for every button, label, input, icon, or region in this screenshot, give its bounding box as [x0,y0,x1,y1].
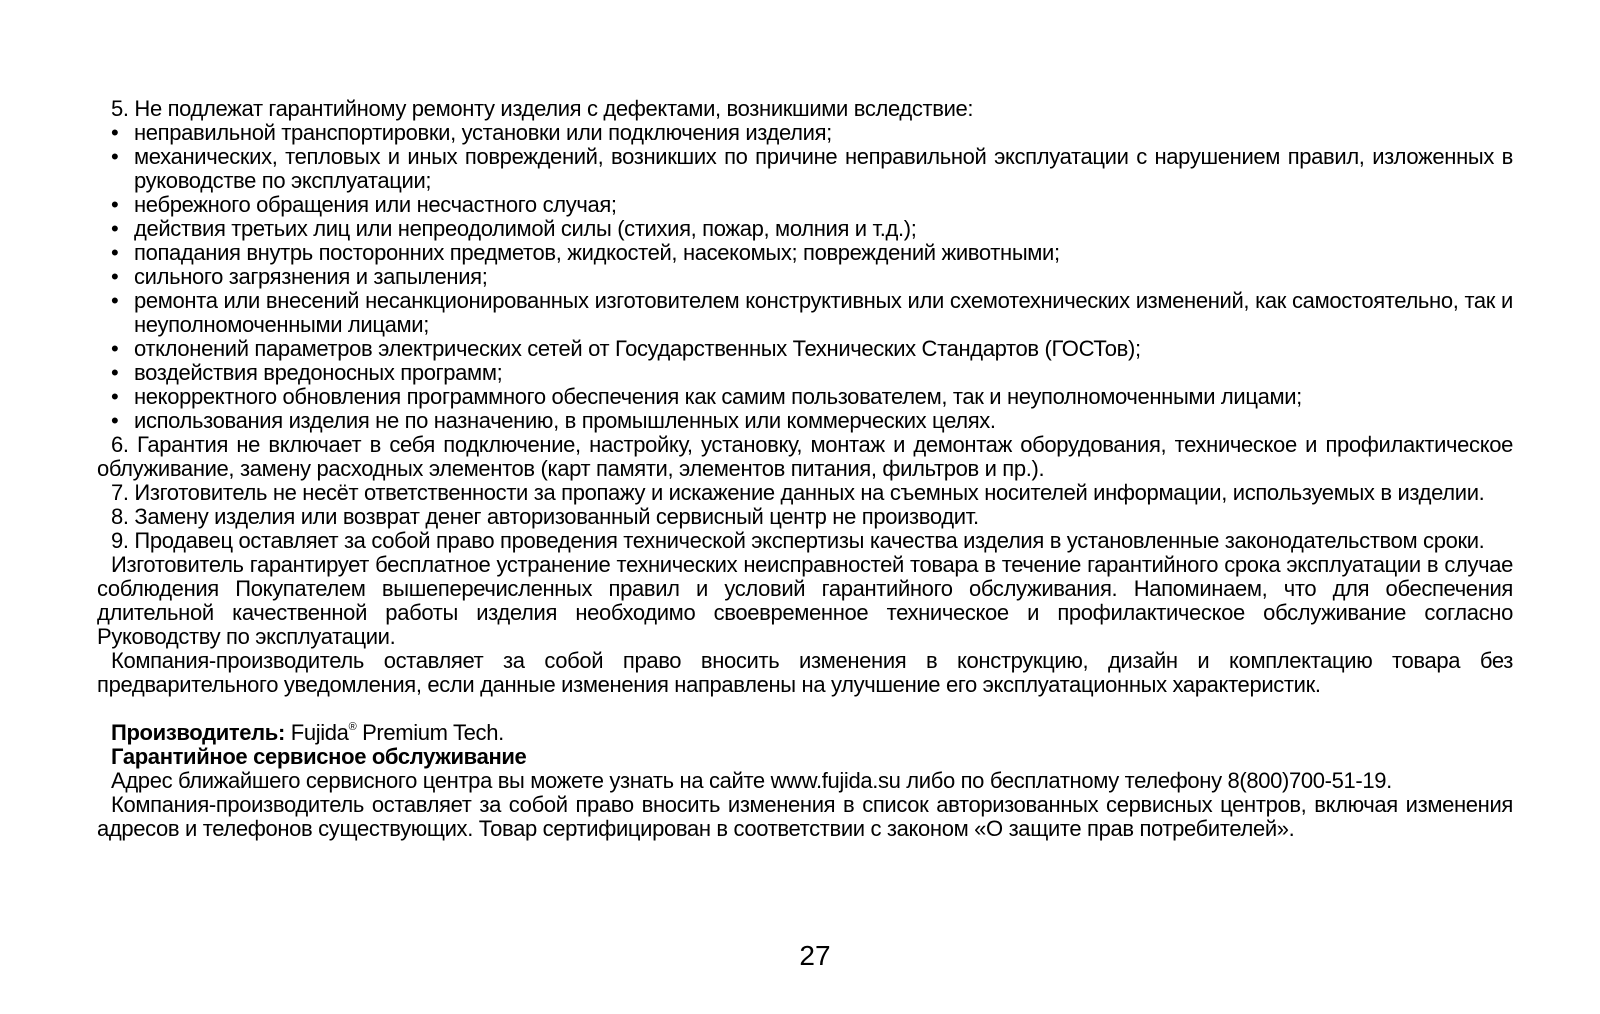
bullet-icon: • [111,216,119,241]
bullet-icon: • [111,144,119,169]
list-item: • механических, тепловых и иных повреждений, возникших по причине неправильной эксплуатации с нарушением правил, изложенных в руководстве по эксплуатации; [111,144,1513,193]
list-item: • небрежного обращения или несчастного случая; [111,192,617,217]
warranty-item-7: 7. Изготовитель не несёт ответственности за пропажу и искажение данных на съемных носителей информации, используемых в изделии. [111,480,1485,505]
bullet-icon: • [111,192,119,217]
warranty-item-5-intro: 5. Не подлежат гарантийному ремонту изделия с дефектами, возникшими вследствие: [111,96,974,121]
section-spacer [97,697,1513,721]
page-number: 27 [799,940,831,971]
list-item: • отклонений параметров электрических сетей от Государственных Технических Стандартов (ГОСТов); [111,336,1141,361]
warranty-item-6: 6. Гарантия не включает в себя подключение, настройку, установку, монтаж и демонтаж оборудования, техническое и профилактическое облуживание, замену расходных элементов (карт памяти, элементов питания, фильтров и пр.). [97,432,1513,481]
warranty-exclusions-list [97,121,1513,433]
bullet-icon: • [111,120,119,145]
document-page [97,97,1513,841]
bullet-icon: • [111,288,119,313]
bullet-icon: • [111,240,119,265]
service-address-paragraph: Адрес ближайшего сервисного центра вы можете узнать на сайте www.fujida.su либо по бесплатному телефону 8(800)700-51-19. [111,768,1392,793]
manufacturer-name-suffix: Premium Tech. [356,720,504,745]
list-item: • ремонта или внесений несанкционированных изготовителем конструктивных или схемотехнических изменений, как самостоятельно, так и неуполномоченными лицами; [111,288,1513,337]
list-item: • использования изделия не по назначению, в промышленных или коммерческих целях. [111,408,996,433]
manufacturer-brand: Fujida [290,720,349,745]
warranty-item-9: 9. Продавец оставляет за собой право проведения технической экспертизы качества изделия в установленные законодательством сроки. [111,528,1485,553]
bullet-icon: • [111,264,119,289]
list-item: • сильного загрязнения и запыления; [111,264,488,289]
design-changes-paragraph: Компания-производитель оставляет за собой право вносить изменения в конструкцию, дизайн и комплектацию товара без предварительного уведомления, если данные изменения направлены на улучшение его эксплуатационных характеристик. [97,648,1513,697]
list-item: • неправильной транспортировки, установки или подключения изделия; [111,120,832,145]
guarantee-paragraph: Изготовитель гарантирует бесплатное устранение технических неисправностей товара в течение гарантийного срока эксплуатации в случае соблюдения Покупателем вышеперечисленных правил и условий гарантийного обслуживания. Напоминаем, что для обеспечения длительной качественной работы изделия необходимо своевременное техническое и профилактическое обслуживание согласно Руководству по эксплуатации. [97,552,1513,649]
bullet-icon: • [111,336,119,361]
list-item: • некорректного обновления программного обеспечения как самим пользователем, так и неуполномоченными лицами; [111,384,1302,409]
service-rights-paragraph: Компания-производитель оставляет за собой право вносить изменения в список авторизованных сервисных центров, включая изменения адресов и телефонов существующих. Товар сертифицирован в соответствии с законом «О защите прав потребителей». [97,792,1513,841]
manufacturer-line [97,721,1513,745]
list-item: • воздействия вредоносных программ; [111,360,503,385]
manufacturer-label: Производитель: [111,720,285,745]
bullet-icon: • [111,408,119,433]
registered-mark: ® [348,721,357,733]
warranty-item-8: 8. Замену изделия или возврат денег авторизованный сервисный центр не производит. [111,504,979,529]
bullet-icon: • [111,384,119,409]
service-heading: Гарантийное сервисное обслуживание [111,744,527,769]
list-item: • действия третьих лиц или непреодолимой силы (стихия, пожар, молния и т.д.); [111,216,917,241]
list-item: • попадания внутрь посторонних предметов, жидкостей, насекомых; повреждений животными; [111,240,1060,265]
bullet-icon: • [111,360,119,385]
